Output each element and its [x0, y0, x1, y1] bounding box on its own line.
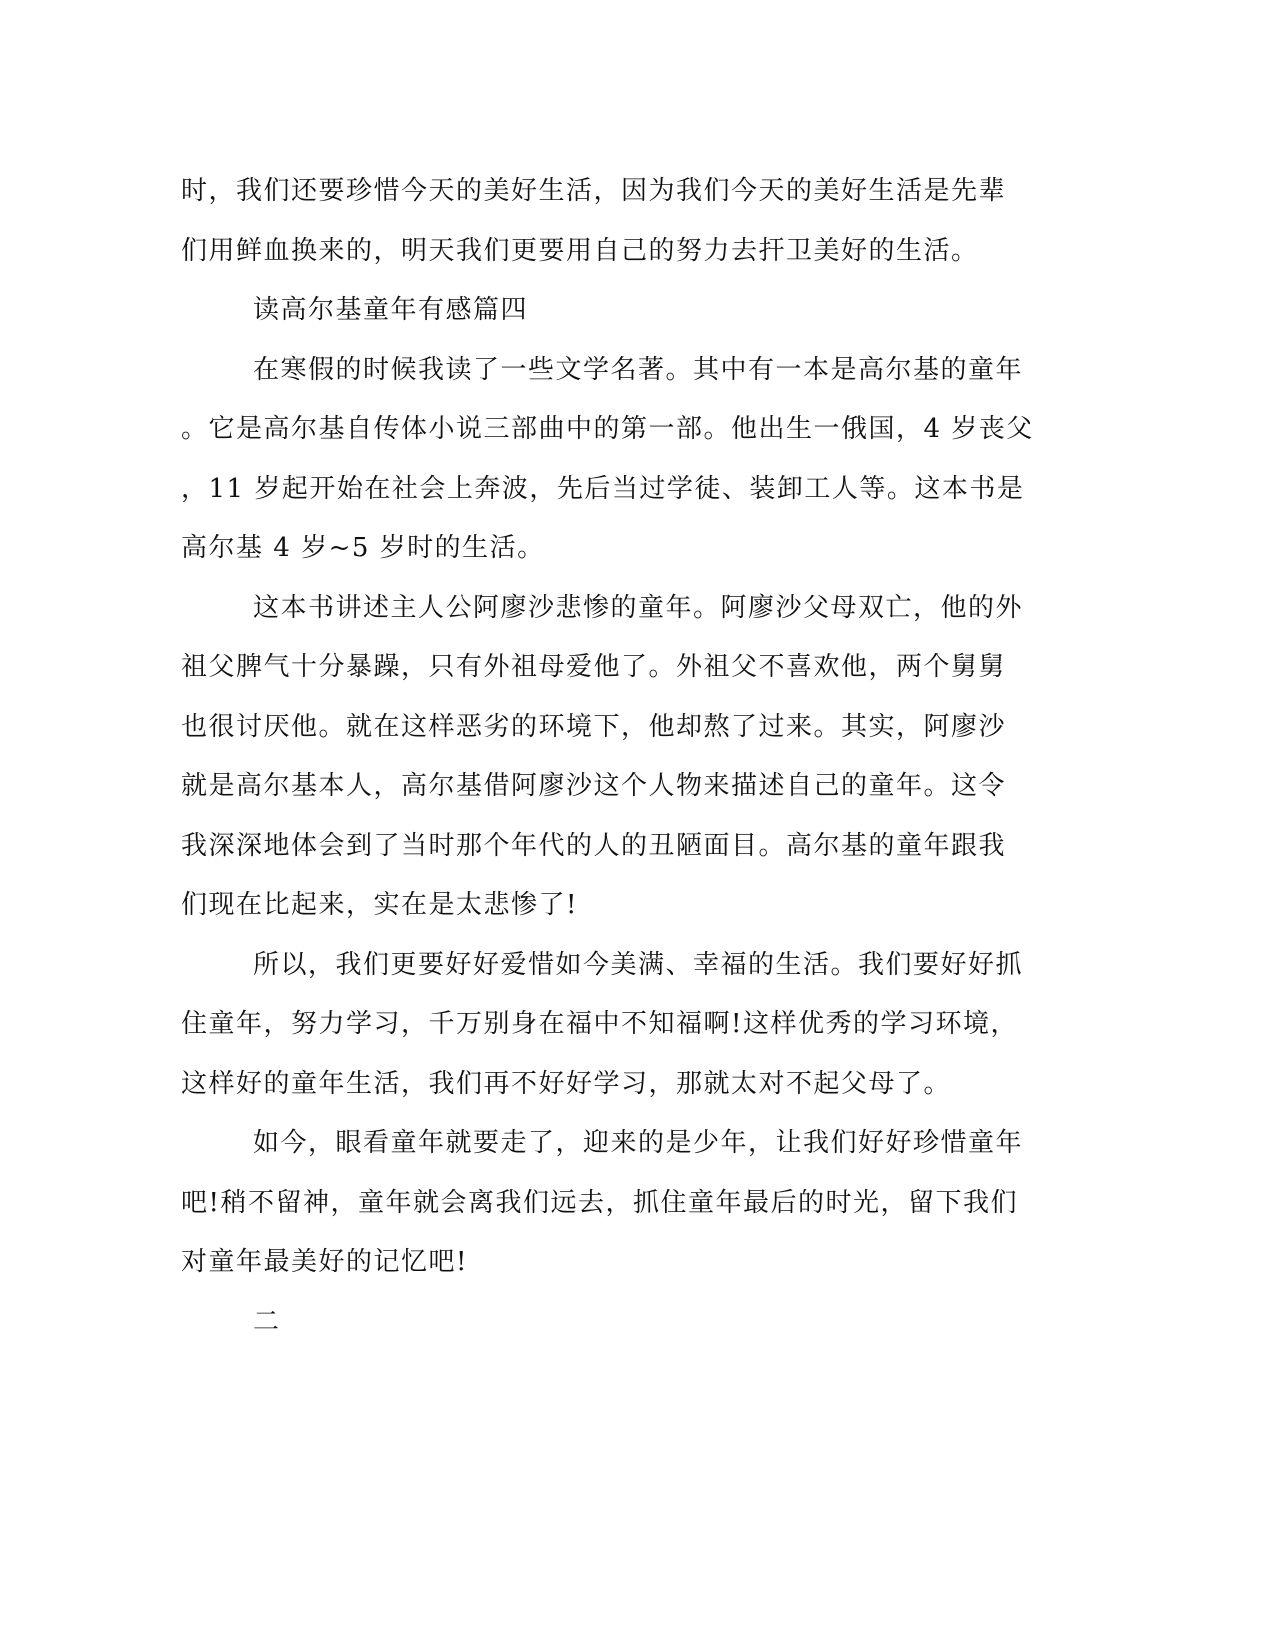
text-line: 们现在比起来，实在是太悲惨了! — [181, 890, 578, 920]
text-line: 吧!稍不留神，童年就会离我们远去，抓住童年最后的时光，留下我们 — [181, 1187, 1018, 1218]
text-line: 们用鲜血换来的，明天我们更要用自己的努力去扞卫美好的生活。 — [181, 235, 979, 266]
text-line: 住童年，努力学习，千万别身在福中不知福啊!这样优秀的学习环境， — [181, 1009, 1018, 1039]
text-line: 我深深地体会到了当时那个年代的人的丑陋面目。高尔基的童年跟我 — [181, 830, 1007, 861]
section-heading: 读高尔基童年有感篇四 — [253, 295, 529, 325]
text-line: 祖父脾气十分暴躁，只有外祖母爱他了。外祖父不喜欢他，两个舅舅 — [181, 652, 1007, 682]
text-line: 如今，眼看童年就要走了，迎来的是少年，让我们好好珍惜童年 — [253, 1128, 1024, 1158]
text-line: ，11 岁起开始在社会上奔波，先后当过学徒、装卸工人等。这本书是 — [181, 473, 1025, 504]
document-body — [181, 162, 1041, 1352]
text-line: 就是高尔基本人，高尔基借阿廖沙这个人物来描述自己的童年。这令 — [181, 771, 1007, 801]
text-line: 也很讨厌他。就在这样恶劣的环境下，他却熬了过来。其实，阿廖沙 — [181, 711, 1007, 742]
text-line: 这本书讲述主人公阿廖沙悲惨的童年。阿廖沙父母双亡，他的外 — [253, 592, 1024, 623]
text-line: 。它是高尔基自传体小说三部曲中的第一部。他出生一俄国，4 岁丧父 — [181, 414, 1034, 444]
text-line: 在寒假的时候我读了一些文学名著。其中有一本是高尔基的童年 — [253, 354, 1024, 385]
text-line: 二 — [253, 1306, 281, 1337]
text-line: 对童年最美好的记忆吧! — [181, 1247, 468, 1277]
text-line: 高尔基 4 岁~5 岁时的生活。 — [181, 533, 545, 563]
text-line: 所以，我们更要好好爱惜如今美满、幸福的生活。我们要好好抓 — [253, 949, 1024, 980]
text-line: 这样好的童年生活，我们再不好好学习，那就太对不起父母了。 — [181, 1068, 952, 1099]
text-line: 时，我们还要珍惜今天的美好生活，因为我们今天的美好生活是先辈 — [181, 176, 1007, 206]
